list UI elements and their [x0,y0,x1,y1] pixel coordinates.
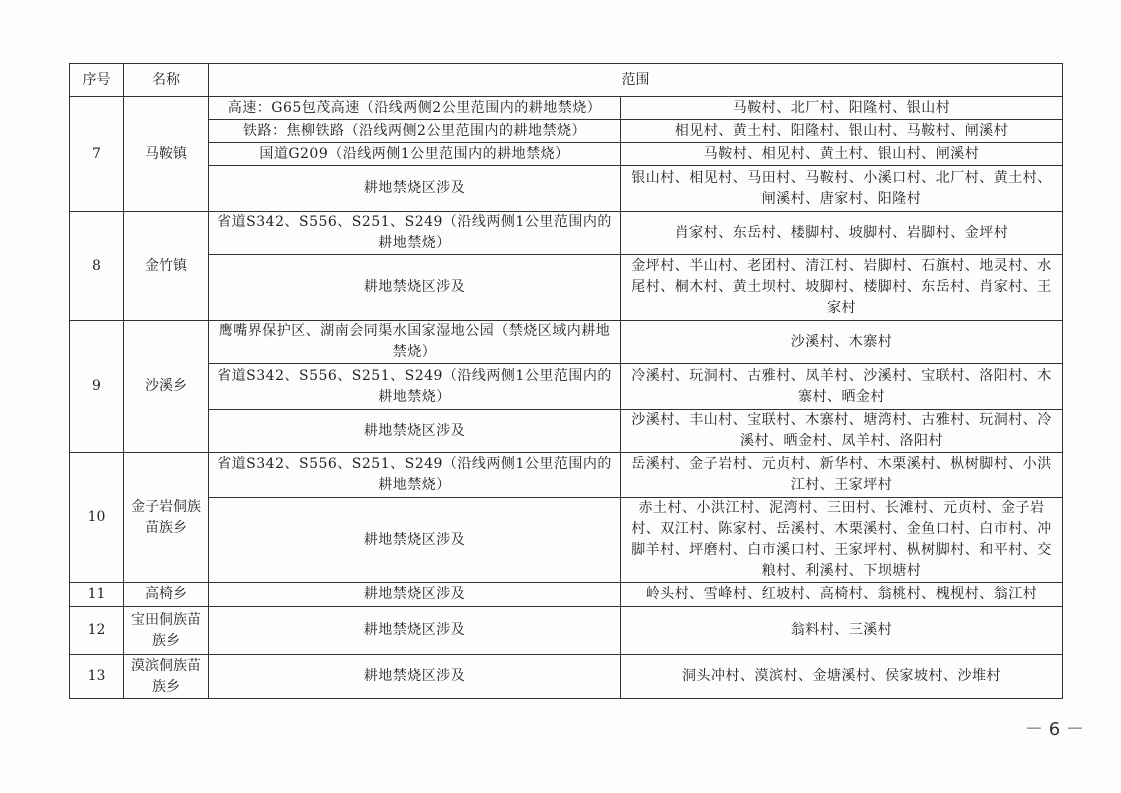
entry-number: 7 [70,97,124,212]
table-body [70,97,1063,699]
burn-zone-type: 省道S342、S556、S251、S249（沿线两侧1公里范围内的耕地禁烧） [209,364,621,410]
burn-zone-type: 耕地禁烧区涉及 [209,655,621,699]
villages-list: 洞头冲村、漠滨村、金塘溪村、侯家坡村、沙堆村 [621,655,1063,699]
table-row [70,498,1063,583]
township-name: 金竹镇 [124,212,209,321]
township-name: 马鞍镇 [124,97,209,212]
table-row [70,583,1063,607]
villages-list: 银山村、相见村、马田村、马鞍村、小溪口村、北厂村、黄土村、闸溪村、唐家村、阳隆村 [621,166,1063,212]
villages-list: 马鞍村、北厂村、阳隆村、银山村 [621,97,1063,120]
burn-zone-type: 耕地禁烧区涉及 [209,166,621,212]
burn-zone-type: 耕地禁烧区涉及 [209,607,621,655]
burn-ban-scope-table [69,63,1063,699]
burn-zone-type: 高速：G65包茂高速（沿线两侧2公里范围内的耕地禁烧） [209,97,621,120]
township-name: 漠滨侗族苗族乡 [124,655,209,699]
burn-zone-type: 省道S342、S556、S251、S249（沿线两侧1公里范围内的耕地禁烧） [209,453,621,498]
villages-list: 岭头村、雪峰村、红坡村、高椅村、翁桃村、槐枧村、翁江村 [621,583,1063,607]
burn-zone-type: 耕地禁烧区涉及 [209,255,621,321]
villages-list: 岳溪村、金子岩村、元贞村、新华村、木栗溪村、枞树脚村、小洪江村、王家坪村 [621,453,1063,498]
entry-number: 13 [70,655,124,699]
villages-list: 赤土村、小洪江村、泥湾村、三田村、长滩村、元贞村、金子岩村、双江村、陈家村、岳溪村、木栗溪村、金鱼口村、白市村、冲脚羊村、坪磨村、白市溪口村、王家坪村、枞树脚村、和平村、交粮村、利溪村、下坝塘村 [621,498,1063,583]
header-row [70,64,1063,97]
entry-number: 11 [70,583,124,607]
villages-list: 冷溪村、玩洞村、古雅村、凤羊村、沙溪村、宝联村、洛阳村、木寨村、晒金村 [621,364,1063,410]
entry-number: 9 [70,321,124,453]
villages-list: 翁料村、三溪村 [621,607,1063,655]
page-number: － 6 － [1025,719,1084,740]
villages-list: 金坪村、半山村、老团村、清江村、岩脚村、石旗村、地灵村、水尾村、桐木村、黄土坝村、坡脚村、楼脚村、东岳村、肖家村、王家村 [621,255,1063,321]
table-row [70,143,1063,166]
entry-number: 8 [70,212,124,321]
villages-list: 马鞍村、相见村、黄土村、银山村、闸溪村 [621,143,1063,166]
township-name: 沙溪乡 [124,321,209,453]
burn-zone-type: 耕地禁烧区涉及 [209,410,621,453]
villages-list: 相见村、黄土村、阳隆村、银山村、马鞍村、闸溪村 [621,120,1063,143]
villages-list: 肖家村、东岳村、楼脚村、坡脚村、岩脚村、金坪村 [621,212,1063,255]
table-row [70,212,1063,255]
burn-zone-type: 省道S342、S556、S251、S249（沿线两侧1公里范围内的耕地禁烧） [209,212,621,255]
table-row [70,655,1063,699]
entry-number: 10 [70,453,124,583]
burn-zone-type: 国道G209（沿线两侧1公里范围内的耕地禁烧） [209,143,621,166]
burn-zone-type: 铁路：焦柳铁路（沿线两侧2公里范围内的耕地禁烧） [209,120,621,143]
table-row [70,120,1063,143]
table-row [70,255,1063,321]
table-row [70,410,1063,453]
burn-zone-type: 耕地禁烧区涉及 [209,498,621,583]
table-row [70,166,1063,212]
table-row [70,453,1063,498]
header-index: 序号 [70,64,124,97]
villages-list: 沙溪村、木寨村 [621,321,1063,364]
entry-number: 12 [70,607,124,655]
township-name: 高椅乡 [124,583,209,607]
table-row [70,321,1063,364]
header-scope: 范围 [209,64,1063,97]
township-name: 金子岩侗族苗族乡 [124,453,209,583]
table-row [70,607,1063,655]
table-row [70,364,1063,410]
villages-list: 沙溪村、丰山村、宝联村、木寨村、塘湾村、古雅村、玩洞村、冷溪村、晒金村、凤羊村、洛阳村 [621,410,1063,453]
burn-zone-type: 耕地禁烧区涉及 [209,583,621,607]
township-name: 宝田侗族苗族乡 [124,607,209,655]
header-name: 名称 [124,64,209,97]
burn-zone-type: 鹰嘴界保护区、湖南会同渠水国家湿地公园（禁烧区域内耕地禁烧） [209,321,621,364]
table-row [70,97,1063,120]
